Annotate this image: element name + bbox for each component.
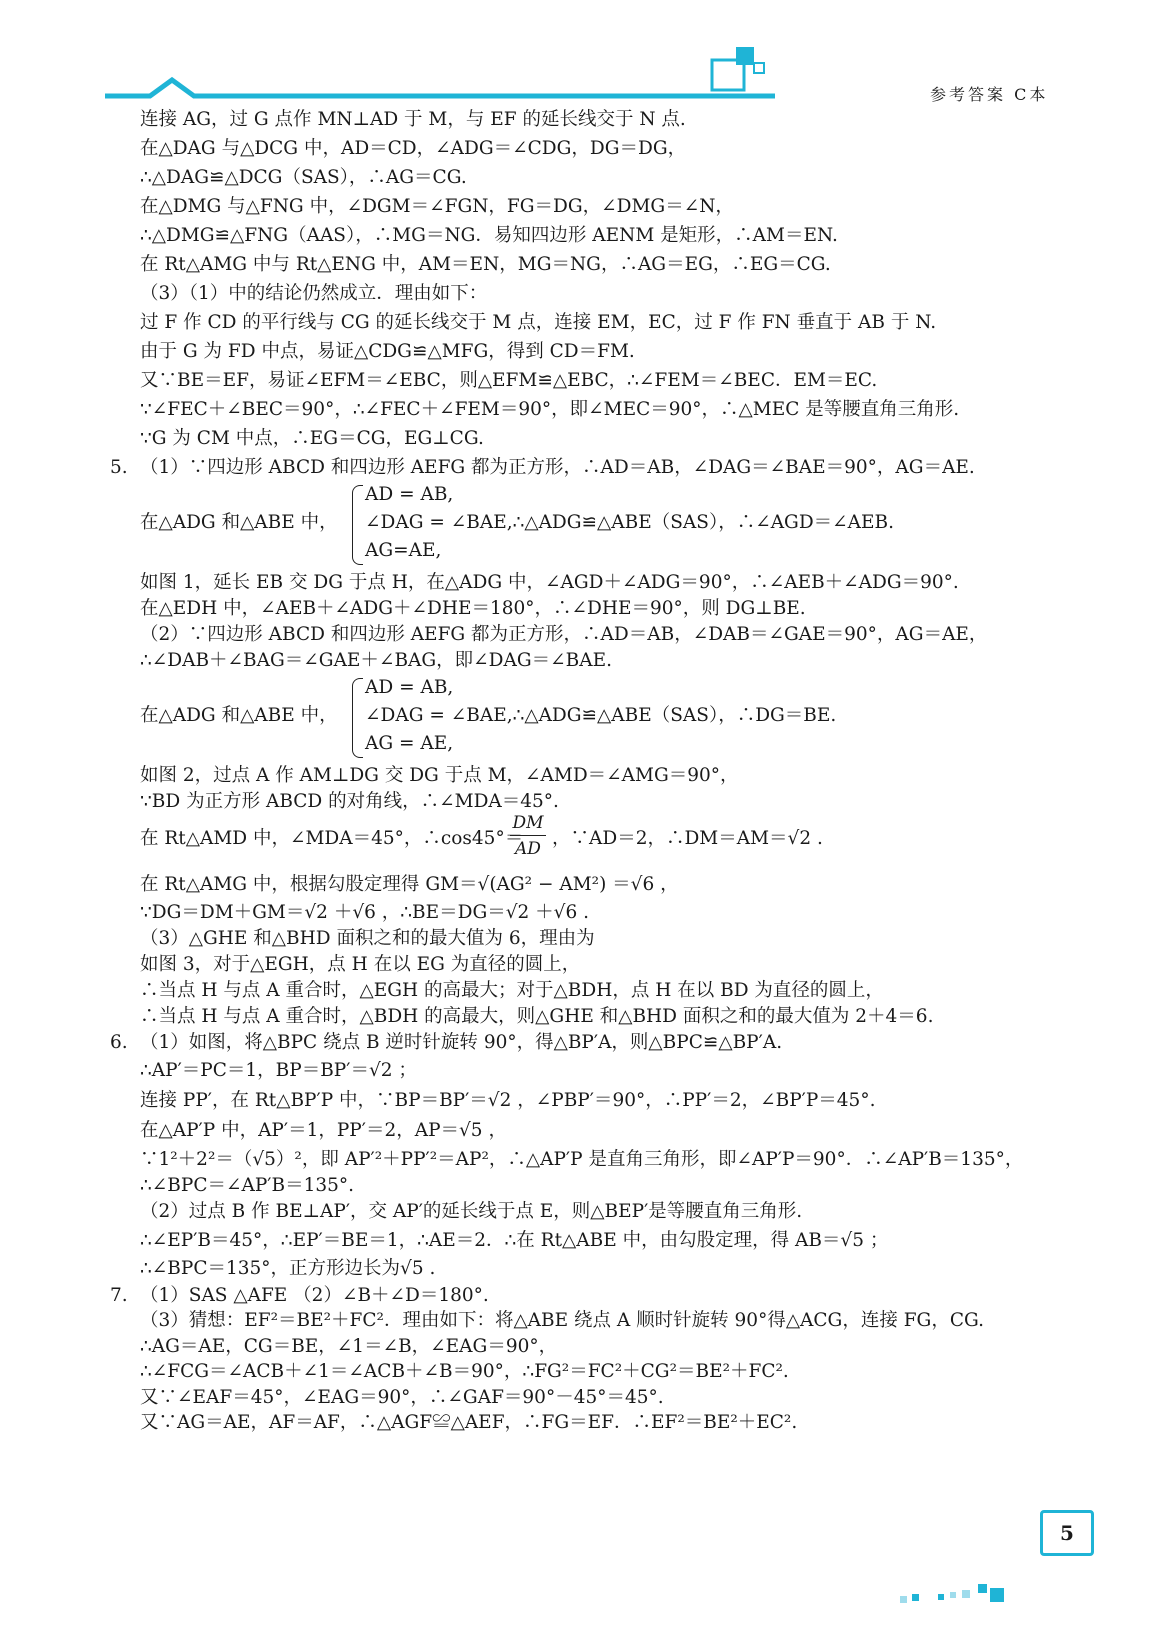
- text-line: ∴AP′＝PC＝1，BP＝BP′＝√2 ；: [140, 1060, 417, 1081]
- text-line: ∴∠BPC＝135°，正方形边长为√5 .: [140, 1258, 436, 1279]
- text-line: （2）过点 B 作 BE⊥AP′，交 AP′的延长线于点 E，则△BEP′是等腰直角三角形.: [140, 1201, 803, 1222]
- text-line: ∴当点 H 与点 A 重合时，△EGH 的高最大；对于△BDH，点 H 在以 BD 为直径的圆上，: [140, 980, 884, 1001]
- header-label: 参考答案 C本: [930, 85, 1049, 104]
- text-line: （3）猜想：EF²＝BE²＋FC²．理由如下：将△ABE 绕点 A 顺时针旋转 90°得△ACG，连接 FG，CG.: [140, 1310, 984, 1331]
- text-line: （1）∵四边形 ABCD 和四边形 AEFG 都为正方形，∴AD＝AB，∠DAG＝∠BAE＝90°，AG＝AE.: [140, 457, 975, 478]
- system-line: AD = AB,: [365, 484, 454, 505]
- text-line: ∵1²＋2²＝（√5）²，即 AP′²＋PP′²＝AP²，∴△AP′P 是直角三角形，即∠AP′P＝90°．∴∠AP′B＝135°，: [140, 1149, 1024, 1170]
- text-line: 连接 AG，过 G 点作 MN⊥AD 于 M，与 EF 的延长线交于 N 点.: [140, 109, 686, 130]
- text-line: ∴AG＝AE，CG＝BE，∠1＝∠B，∠EAG＝90°，: [140, 1336, 558, 1357]
- text-line: 在△ADG 和△ABE 中，: [140, 512, 338, 533]
- text-line: 又∵AG＝AE，AF＝AF，∴△AGF≌△AEF，∴FG＝EF．∴EF²＝BE²＋EC².: [140, 1412, 798, 1433]
- system-line: AG=AE,: [365, 540, 442, 561]
- text-line: 如图 3，对于△EGH，点 H 在以 EG 为直径的圆上，: [140, 954, 581, 975]
- text-line: 在 Rt△AMG 中与 Rt△ENG 中，AM＝EN，MG＝NG，∴AG＝EG，∴EG＝CG.: [140, 254, 831, 275]
- text-line: 在 Rt△AMG 中，根据勾股定理得 GM＝√(AG² − AM²) ＝√6 ，: [140, 874, 679, 895]
- system-line: ∠DAG = ∠BAE,∴△ADG≌△ABE（SAS），∴∠AGD＝∠AEB.: [365, 512, 895, 533]
- text-line: ∴∠DAB＋∠BAG＝∠GAE＋∠BAG，即∠DAG＝∠BAE.: [140, 650, 612, 671]
- text-line: 又∵BE＝EF，易证∠EFM＝∠EBC，则△EFM≌△EBC，∴∠FEM＝∠BEC．EM＝EC.: [140, 370, 878, 391]
- question-number: 5.: [110, 457, 128, 478]
- text-line: 在△DAG 与△DCG 中，AD＝CD，∠ADG＝∠CDG，DG＝DG，: [140, 138, 687, 159]
- text-line: ∵DG＝DM＋GM＝√2 ＋√6 ，∴BE＝DG＝√2 ＋√6 .: [140, 902, 589, 923]
- page-number: 5: [1040, 1510, 1094, 1556]
- text-line: （1）如图，将△BPC 绕点 B 逆时针旋转 90°，得△BP′A，则△BPC≌△BP′A.: [140, 1032, 783, 1053]
- text-line: 在△EDH 中，∠AEB＋∠ADG＋∠DHE＝180°，∴∠DHE＝90°，则 DG⊥BE.: [140, 598, 806, 619]
- text-line: （3）（1）中的结论仍然成立．理由如下：: [140, 283, 488, 304]
- text-line: 在 Rt△AMD 中，∠MDA＝45°，∴cos45°＝: [140, 828, 524, 849]
- text-line: 在△DMG 与△FNG 中，∠DGM＝∠FGN，FG＝DG，∠DMG＝∠N，: [140, 196, 734, 217]
- question-number: 6.: [110, 1032, 128, 1053]
- fraction-denominator: AD: [515, 839, 541, 859]
- system-line: AD = AB,: [365, 677, 454, 698]
- text-line: 如图 2，过点 A 作 AM⊥DG 交 DG 于点 M，∠AMD＝∠AMG＝90°，: [140, 765, 739, 786]
- text-line: ∵BD 为正方形 ABCD 的对角线，∴∠MDA＝45°.: [140, 791, 559, 812]
- system-line: AG = AE,: [365, 733, 454, 754]
- text-line: 如图 1，延长 EB 交 DG 于点 H，在△ADG 中，∠AGD＋∠ADG＝90°，∴∠AEB＋∠ADG＝90°.: [140, 572, 959, 593]
- text-line: 在△AP′P 中，AP′＝1，PP′＝2，AP＝√5 ，: [140, 1120, 507, 1141]
- footer-decoration: [900, 1550, 1158, 1610]
- fraction-bar: [510, 835, 546, 836]
- text-line: （2）∵四边形 ABCD 和四边形 AEFG 都为正方形，∴AD＝AB，∠DAB＝∠GAE＝90°，AG＝AE，: [140, 624, 988, 645]
- text-line: ∴△DMG≌△FNG（AAS），∴MG＝NG．易知四边形 AENM 是矩形，∴AM＝EN.: [140, 225, 838, 246]
- text-line: ∴∠EP′B＝45°，∴EP′＝BE＝1，∴AE＝2．∴在 Rt△ABE 中，由勾股定理，得 AB＝√5 ；: [140, 1230, 889, 1251]
- text-line: ∴∠FCG＝∠ACB＋∠1＝∠ACB＋∠B＝90°，∴FG²＝FC²＋CG²＝BE²＋FC².: [140, 1361, 789, 1382]
- text-line: ，∵AD＝2，∴DM＝AM＝√2 .: [552, 828, 823, 849]
- system-line: ∠DAG = ∠BAE,∴△ADG≌△ABE（SAS），∴DG＝BE.: [365, 705, 837, 726]
- text-line: ∴∠BPC＝∠AP′B＝135°.: [140, 1175, 355, 1196]
- text-line: 又∵∠EAF＝45°，∠EAG＝90°，∴∠GAF＝90°－45°＝45°.: [140, 1387, 664, 1408]
- text-line: 在△ADG 和△ABE 中，: [140, 705, 338, 726]
- text-line: ∵∠FEC＋∠BEC＝90°，∴∠FEC＋∠FEM＝90°，即∠MEC＝90°，∴△MEC 是等腰直角三角形.: [140, 399, 960, 420]
- text-line: ∵G 为 CM 中点，∴EG＝CG，EG⊥CG.: [140, 428, 484, 449]
- text-line: （1）SAS △AFE （2）∠B＋∠D＝180°.: [140, 1285, 489, 1306]
- text-line: ∴△DAG≌△DCG（SAS），∴AG＝CG.: [140, 167, 467, 188]
- fraction-numerator: DM: [512, 813, 544, 833]
- text-line: ∴当点 H 与点 A 重合时，△BDH 的高最大，则△GHE 和△BHD 面积之和的最大值为 2＋4＝6.: [140, 1006, 934, 1027]
- text-line: 由于 G 为 FD 中点，易证△CDG≌△MFG，得到 CD＝FM.: [140, 341, 635, 362]
- text-line: （3）△GHE 和△BHD 面积之和的最大值为 6，理由为: [140, 928, 595, 949]
- text-line: 过 F 作 CD 的平行线与 CG 的延长线交于 M 点，连接 EM，EC，过 F 作 FN 垂直于 AB 于 N.: [140, 312, 937, 333]
- text-line: 连接 PP′，在 Rt△BP′P 中，∵BP＝BP′＝√2 ，∠PBP′＝90°，∴PP′＝2，∠BP′P＝45°.: [140, 1090, 876, 1111]
- question-number: 7.: [110, 1285, 128, 1306]
